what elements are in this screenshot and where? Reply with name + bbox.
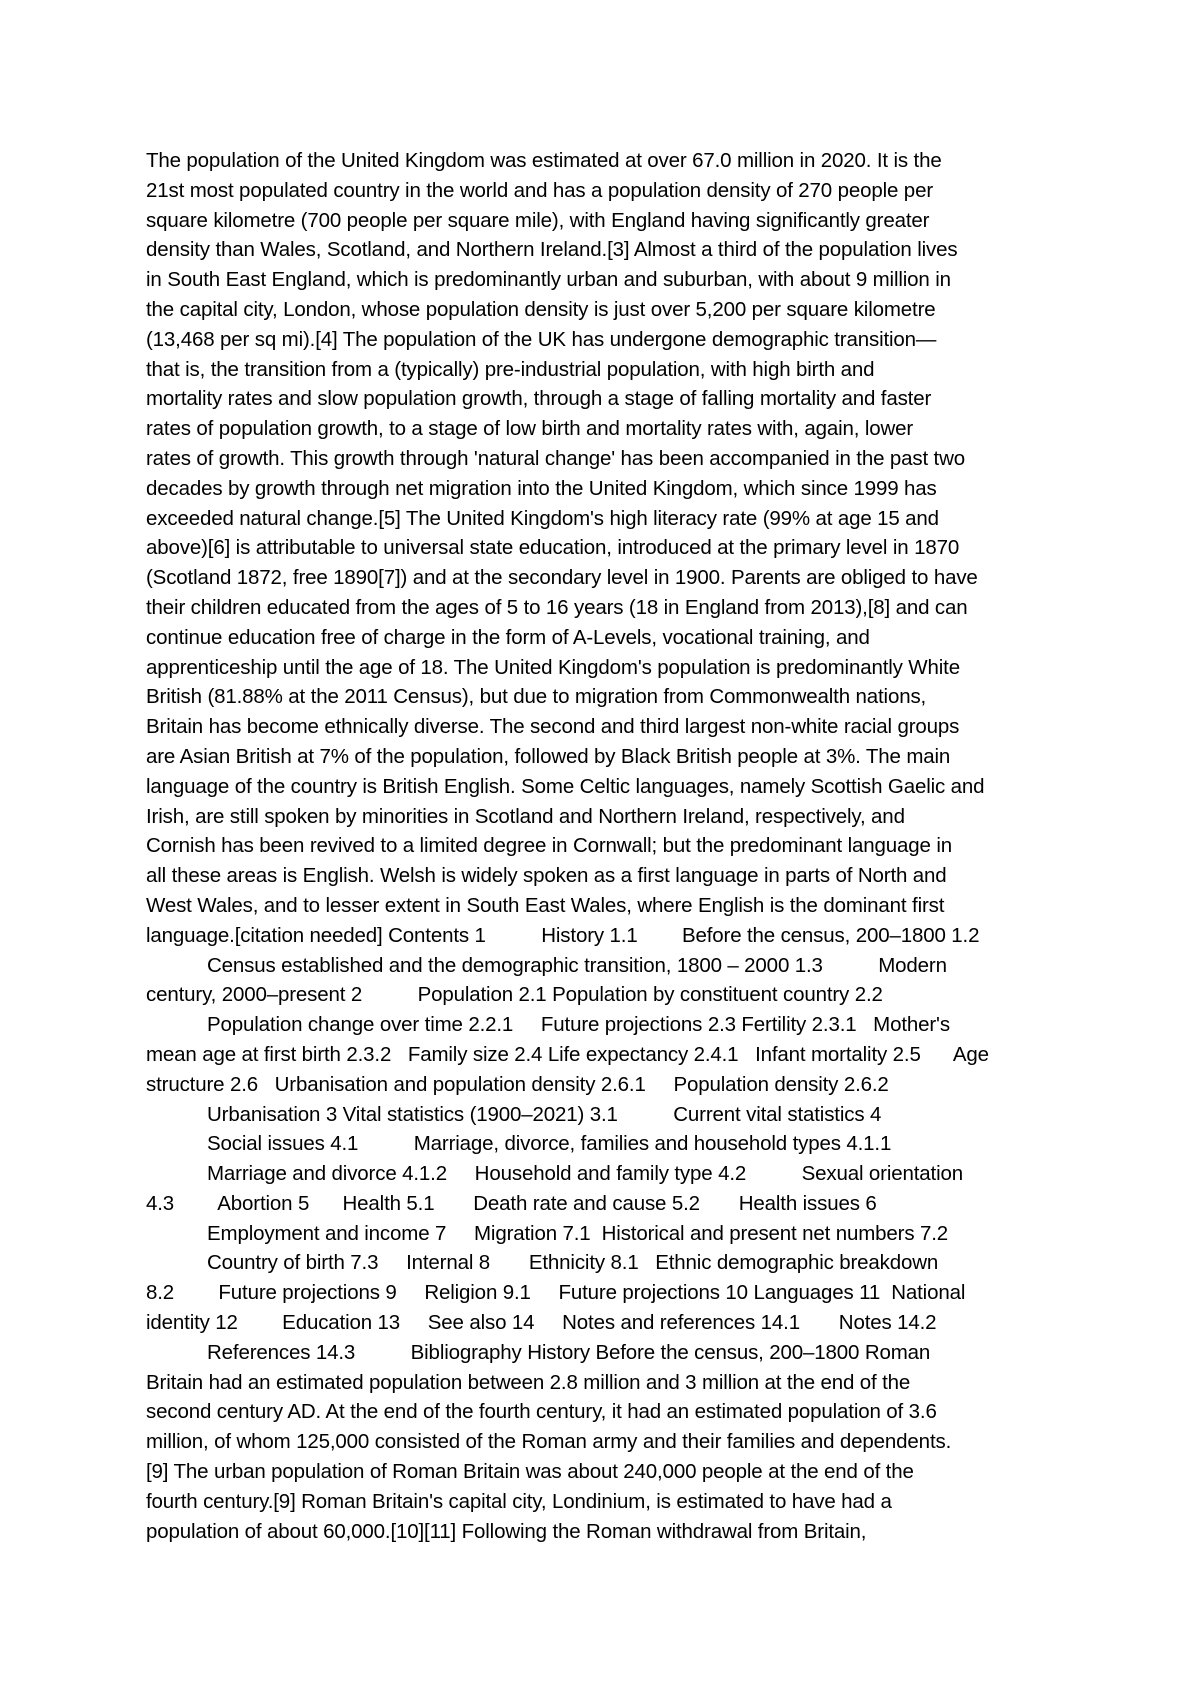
text-line: References 14.3 Bibliography History Before the census, 200–1800 Roman <box>146 1340 931 1364</box>
text-line: Population change over time 2.2.1 Future projections 2.3 Fertility 2.3.1 Mother's <box>146 1013 950 1037</box>
text-line: Employment and income 7 Migration 7.1 Historical and present net numbers 7.2 <box>146 1221 949 1245</box>
text-line: Census established and the demographic transition, 1800 – 2000 1.3 Modern <box>146 953 947 977</box>
text-line: apprenticeship until the age of 18. The United Kingdom's population is predominantly White <box>146 655 960 679</box>
text-line: mean age at first birth 2.3.2 Family size 2.4 Life expectancy 2.4.1 Infant mortality 2.5 Age <box>146 1042 989 1066</box>
text-line: British (81.88% at the 2011 Census), but due to migration from Commonwealth nations, <box>146 685 927 709</box>
text-line: Cornish has been revived to a limited degree in Cornwall; but the predominant language in <box>146 834 953 858</box>
text-line: population of about 60,000.[10][11] Following the Roman withdrawal from Britain, <box>146 1519 867 1543</box>
text-line: The population of the United Kingdom was estimated at over 67.0 million in 2020. It is the <box>146 149 942 172</box>
text-line: (Scotland 1872, free 1890[7]) and at the secondary level in 1900. Parents are obliged to have <box>146 566 978 590</box>
text-line: (13,468 per sq mi).[4] The population of the UK has undergone demographic transition— <box>146 327 937 351</box>
text-line: are Asian British at 7% of the population, followed by Black British people at 3%. The main <box>146 744 951 768</box>
text-line: Britain had an estimated population between 2.8 million and 3 million at the end of the <box>146 1370 911 1394</box>
text-line: Irish, are still spoken by minorities in Scotland and Northern Ireland, respectively, and <box>146 804 905 828</box>
text-line: [9] The urban population of Roman Britain was about 240,000 people at the end of the <box>146 1460 914 1484</box>
text-line: fourth century.[9] Roman Britain's capital city, Londinium, is estimated to have had a <box>146 1489 892 1513</box>
text-line: Country of birth 7.3 Internal 8 Ethnicity 8.1 Ethnic demographic breakdown <box>146 1251 939 1275</box>
text-line: 21st most populated country in the world and has a population density of 270 people per <box>146 178 933 202</box>
text-line: mortality rates and slow population growth, through a stage of falling mortality and faster <box>146 387 932 411</box>
text-line: century, 2000–present 2 Population 2.1 Population by constituent country 2.2 <box>146 983 883 1007</box>
text-line: structure 2.6 Urbanisation and population density 2.6.1 Population density 2.6.2 <box>146 1072 889 1096</box>
text-line: Marriage and divorce 4.1.2 Household and family type 4.2 Sexual orientation <box>146 1162 963 1186</box>
text-line: density than Wales, Scotland, and Northern Ireland.[3] Almost a third of the population lives <box>146 238 958 262</box>
text-line: rates of population growth, to a stage of low birth and mortality rates with, again, lower <box>146 417 914 441</box>
text-line: West Wales, and to lesser extent in South East Wales, where English is the dominant first <box>146 893 945 917</box>
text-line: their children educated from the ages of 5 to 16 years (18 in England from 2013),[8] and can <box>146 595 968 619</box>
text-line: exceeded natural change.[5] The United Kingdom's high literacy rate (99% at age 15 and <box>146 506 939 530</box>
text-line: all these areas is English. Welsh is widely spoken as a first language in parts of North and <box>146 864 947 888</box>
text-line: language.[citation needed] Contents 1 History 1.1 Before the census, 200–1800 1.2 <box>146 923 980 947</box>
text-line: language of the country is British English. Some Celtic languages, namely Scottish Gaelic and <box>146 774 985 798</box>
text-line: second century AD. At the end of the fourth century, it had an estimated population of 3.6 <box>146 1400 937 1424</box>
text-line: that is, the transition from a (typically) pre-industrial population, with high birth and <box>146 357 875 381</box>
text-line: rates of growth. This growth through 'natural change' has been accompanied in the past two <box>146 446 966 470</box>
text-line: 4.3 Abortion 5 Health 5.1 Death rate and cause 5.2 Health issues 6 <box>146 1191 877 1215</box>
text-line: Urbanisation 3 Vital statistics (1900–2021) 3.1 Current vital statistics 4 <box>146 1102 882 1126</box>
text-line: Social issues 4.1 Marriage, divorce, families and household types 4.1.1 <box>146 1132 892 1156</box>
text-line: million, of whom 125,000 consisted of the Roman army and their families and dependents. <box>146 1430 952 1454</box>
text-line: 8.2 Future projections 9 Religion 9.1 Future projections 10 Languages 11 National <box>146 1281 966 1305</box>
text-line: continue education free of charge in the form of A-Levels, vocational training, and <box>146 625 870 649</box>
text-line: above)[6] is attributable to universal state education, introduced at the primary level in 1870 <box>146 536 960 560</box>
text-line: Britain has become ethnically diverse. The second and third largest non-white racial groups <box>146 715 960 739</box>
text-line: the capital city, London, whose population density is just over 5,200 per square kilometre <box>146 297 936 321</box>
text-line: decades by growth through net migration into the United Kingdom, which since 1999 has <box>146 476 937 500</box>
text-line: in South East England, which is predominantly urban and suburban, with about 9 million in <box>146 268 951 292</box>
body-text <box>146 146 1076 1546</box>
text-line: square kilometre (700 people per square mile), with England having significantly greater <box>146 208 930 232</box>
text-line: identity 12 Education 13 See also 14 Notes and references 14.1 Notes 14.2 <box>146 1311 937 1335</box>
